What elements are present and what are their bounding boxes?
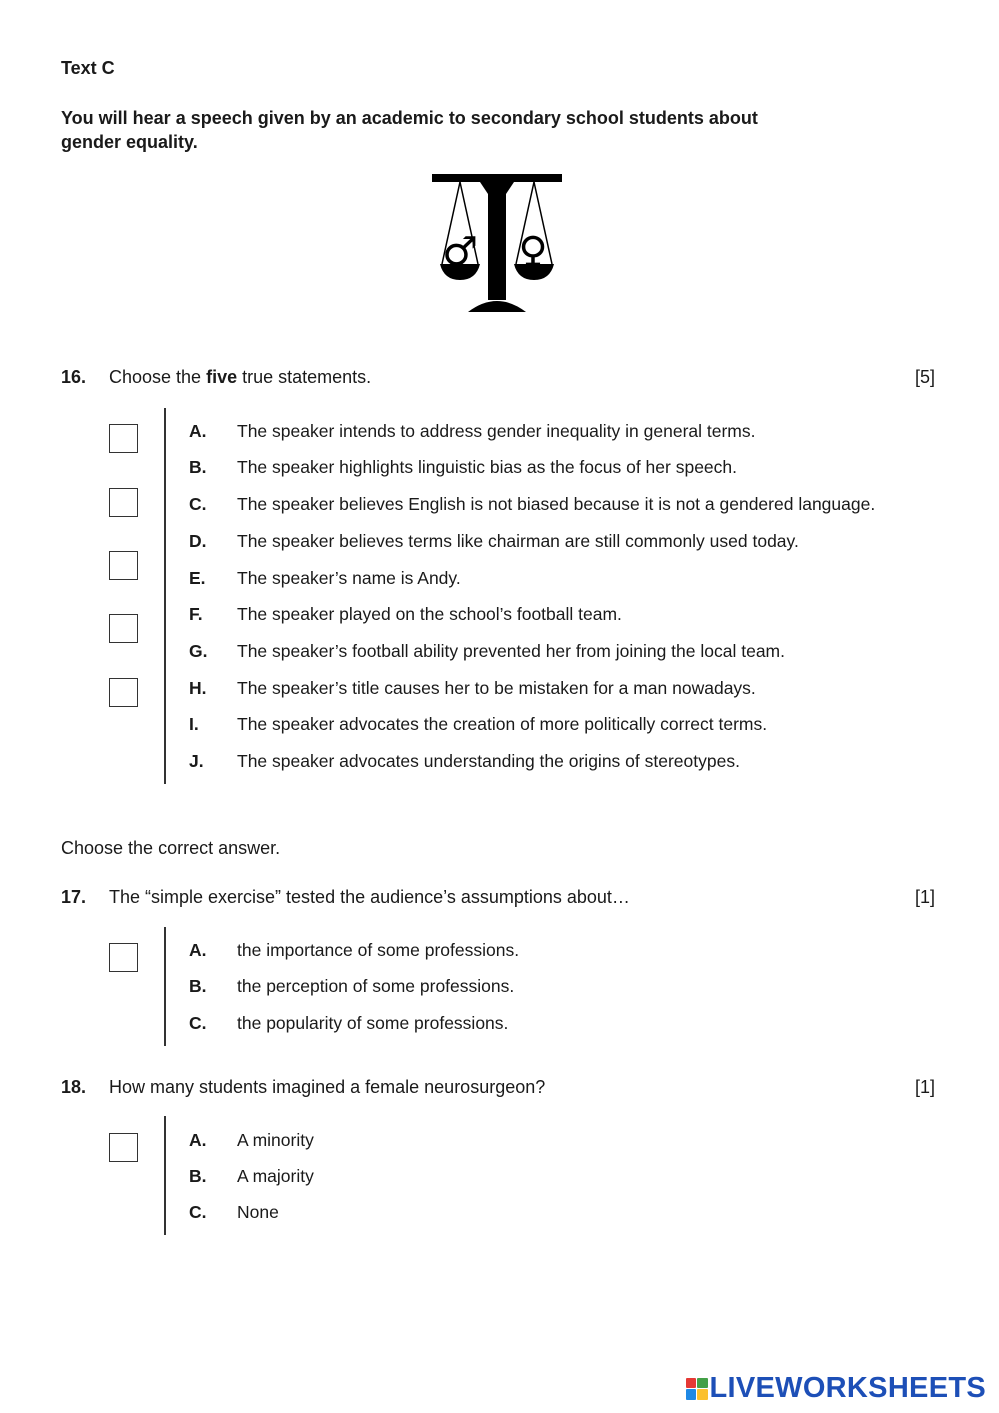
q17-option-text: the importance of some professions. — [237, 940, 520, 960]
q17-number: 17. — [61, 887, 87, 907]
liveworksheets-logo-icon — [686, 1378, 708, 1400]
q16-option-text: The speaker’s title causes her to be mistaken for a man nowadays. — [237, 678, 756, 698]
scale-base — [468, 301, 526, 312]
q16-option-text: The speaker advocates the creation of more politically correct terms. — [237, 714, 768, 734]
q16-option-letter: J. — [189, 751, 204, 771]
q18-option-text: A majority — [237, 1166, 314, 1186]
q16-answer-box-2[interactable] — [109, 488, 138, 517]
q16-option-letter: B. — [189, 457, 207, 477]
q16-option-text: The speaker advocates understanding the origins of stereotypes. — [237, 751, 740, 771]
q18-number: 18. — [61, 1077, 87, 1097]
q16-prompt-suffix: true statements. — [237, 367, 372, 387]
q18-option-letter: A. — [189, 1130, 207, 1150]
q18-prompt: How many students imagined a female neurosurgeon? — [109, 1077, 546, 1097]
q17-marks: [1] — [914, 887, 935, 907]
q16-option-letter: A. — [189, 421, 207, 441]
q16-answer-box-5[interactable] — [109, 678, 138, 707]
q16-answer-box-1[interactable] — [109, 424, 138, 453]
scale-pillar — [488, 182, 506, 300]
scale-beam — [432, 174, 562, 182]
q16-option-letter: D. — [189, 531, 207, 551]
q18-divider — [164, 1116, 166, 1235]
q17-option-letter: B. — [189, 976, 207, 996]
q17-prompt: The “simple exercise” tested the audience’s assumptions about… — [109, 887, 630, 907]
q17-option-text: the popularity of some professions. — [237, 1013, 509, 1033]
q16-option-text: The speaker believes English is not biased because it is not a gendered language. — [237, 494, 876, 514]
q16-answer-box-3[interactable] — [109, 551, 138, 580]
q17-answer-box[interactable] — [109, 943, 138, 972]
q16-answer-box-4[interactable] — [109, 614, 138, 643]
q16-option-letter: G. — [189, 641, 208, 661]
female-symbol: ♀ — [518, 229, 548, 275]
q16-option-letter: F. — [189, 604, 203, 624]
q18-option-letter: C. — [189, 1202, 207, 1222]
q16-option-letter: I. — [189, 714, 199, 734]
q18-option-text: None — [237, 1202, 279, 1222]
liveworksheets-logo — [686, 1372, 987, 1405]
gender-scales-illustration — [430, 172, 564, 316]
q16-divider — [164, 408, 166, 784]
q18-answer-box[interactable] — [109, 1133, 138, 1162]
q16-option-text: The speaker played on the school’s football team. — [237, 604, 622, 624]
q16-marks: [5] — [914, 367, 935, 387]
instruction-text: Choose the correct answer. — [61, 838, 281, 858]
q16-option-text: The speaker’s football ability prevented her from joining the local team. — [237, 641, 785, 661]
q16-option-text: The speaker intends to address gender inequality in general terms. — [237, 421, 756, 441]
q16-option-letter: C. — [189, 494, 207, 514]
q16-option-text: The speaker highlights linguistic bias as the focus of her speech. — [237, 457, 738, 477]
q17-divider — [164, 927, 166, 1046]
q18-option-text: A minority — [237, 1130, 314, 1150]
liveworksheets-logo-text: LIVEWORKSHEETS — [709, 1372, 986, 1404]
q17-option-letter: C. — [189, 1013, 207, 1033]
male-symbol: ♂ — [442, 229, 478, 275]
q16-prompt-emphasis: five — [206, 367, 238, 387]
q16-option-text: The speaker believes terms like chairman are still commonly used today. — [237, 531, 799, 551]
q17-option-text: the perception of some professions. — [237, 976, 515, 996]
intro-text: You will hear a speech given by an academic to secondary school students about gender equality. — [61, 108, 758, 152]
q16-option-letter: H. — [189, 678, 207, 698]
q18-marks: [1] — [914, 1077, 935, 1097]
q16-option-text: The speaker’s name is Andy. — [237, 568, 461, 588]
section-title: Text C — [61, 58, 115, 78]
q16-prompt-prefix: Choose the — [109, 367, 207, 387]
q16-prompt — [109, 367, 371, 388]
q18-option-letter: B. — [189, 1166, 207, 1186]
q16-number: 16. — [61, 367, 87, 387]
q17-option-letter: A. — [189, 940, 207, 960]
q16-option-letter: E. — [189, 568, 206, 588]
